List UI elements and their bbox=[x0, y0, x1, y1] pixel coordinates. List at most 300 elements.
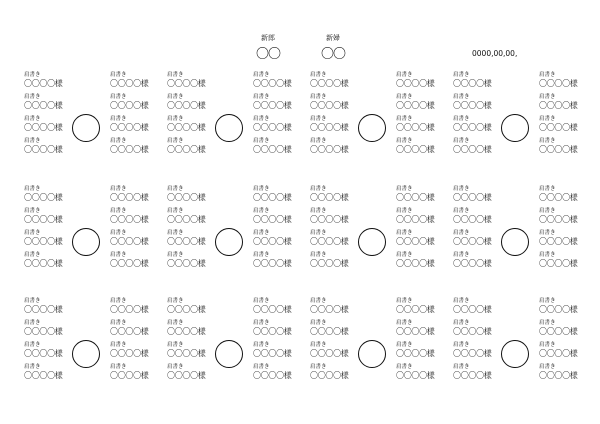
seat-left-1 bbox=[167, 72, 217, 92]
seat-right-3 bbox=[253, 342, 303, 362]
seat-title: 肩書き bbox=[110, 342, 127, 348]
seat-title: 肩書き bbox=[253, 252, 270, 258]
seat-title: 肩書き bbox=[453, 72, 470, 78]
seat-title: 肩書き bbox=[539, 208, 556, 214]
seat-title: 肩書き bbox=[110, 116, 127, 122]
seat-right-4 bbox=[110, 364, 160, 384]
seat-guest-name: 〇〇〇〇様 bbox=[310, 305, 349, 314]
seat-left-2 bbox=[24, 320, 74, 340]
seat-guest-name: 〇〇〇〇様 bbox=[110, 193, 149, 202]
seat-title: 肩書き bbox=[253, 116, 270, 122]
seat-guest-name: 〇〇〇〇様 bbox=[110, 349, 149, 358]
seat-right-2 bbox=[539, 208, 589, 228]
seat-title: 肩書き bbox=[539, 320, 556, 326]
seat-guest-name: 〇〇〇〇様 bbox=[310, 371, 349, 380]
bride-name: 〇〇 bbox=[320, 47, 345, 62]
seat-left-2 bbox=[167, 94, 217, 114]
seat-guest-name: 〇〇〇〇様 bbox=[110, 79, 149, 88]
seat-guest-name: 〇〇〇〇様 bbox=[110, 259, 149, 268]
seat-left-2 bbox=[167, 320, 217, 340]
seat-title: 肩書き bbox=[396, 364, 413, 370]
seat-title: 肩書き bbox=[110, 320, 127, 326]
seat-right-3 bbox=[539, 342, 589, 362]
seat-title: 肩書き bbox=[167, 208, 184, 214]
seat-guest-name: 〇〇〇〇様 bbox=[24, 371, 63, 380]
seat-title: 肩書き bbox=[110, 94, 127, 100]
seat-guest-name: 〇〇〇〇様 bbox=[110, 305, 149, 314]
seat-guest-name: 〇〇〇〇様 bbox=[110, 145, 149, 154]
table-1-1 bbox=[24, 72, 149, 196]
seat-title: 肩書き bbox=[253, 342, 270, 348]
seat-left-3 bbox=[24, 116, 74, 136]
seat-title: 肩書き bbox=[24, 252, 41, 258]
seat-left-3 bbox=[167, 116, 217, 136]
seat-guest-name: 〇〇〇〇様 bbox=[453, 371, 492, 380]
seat-left-4 bbox=[24, 364, 74, 384]
seat-left-2 bbox=[453, 94, 503, 114]
seat-title: 肩書き bbox=[310, 364, 327, 370]
table-1-2 bbox=[167, 72, 292, 196]
seat-right-1 bbox=[539, 298, 589, 318]
seat-left-4 bbox=[310, 138, 360, 158]
seat-left-1 bbox=[24, 72, 74, 92]
seat-guest-name: 〇〇〇〇様 bbox=[396, 145, 435, 154]
seat-guest-name: 〇〇〇〇様 bbox=[167, 101, 206, 110]
seat-title: 肩書き bbox=[453, 94, 470, 100]
seat-title: 肩書き bbox=[310, 116, 327, 122]
seat-left-1 bbox=[453, 186, 503, 206]
seat-right-3 bbox=[110, 116, 160, 136]
seat-guest-name: 〇〇〇〇様 bbox=[453, 193, 492, 202]
seat-right-4 bbox=[110, 138, 160, 158]
seat-title: 肩書き bbox=[396, 138, 413, 144]
seat-left-3 bbox=[453, 116, 503, 136]
seat-right-4 bbox=[539, 138, 589, 158]
seat-left-1 bbox=[453, 72, 503, 92]
seat-title: 肩書き bbox=[310, 186, 327, 192]
groom-name: 〇〇 bbox=[255, 47, 280, 62]
seat-guest-name: 〇〇〇〇様 bbox=[539, 145, 578, 154]
seat-title: 肩書き bbox=[396, 186, 413, 192]
seat-guest-name: 〇〇〇〇様 bbox=[310, 215, 349, 224]
seat-title: 肩書き bbox=[24, 208, 41, 214]
seat-guest-name: 〇〇〇〇様 bbox=[539, 215, 578, 224]
seat-guest-name: 〇〇〇〇様 bbox=[24, 101, 63, 110]
seat-right-3 bbox=[396, 116, 446, 136]
seat-guest-name: 〇〇〇〇様 bbox=[310, 123, 349, 132]
bride-label: 新婦 bbox=[326, 34, 340, 42]
seat-guest-name: 〇〇〇〇様 bbox=[24, 145, 63, 154]
seat-left-2 bbox=[24, 208, 74, 228]
seat-right-4 bbox=[396, 252, 446, 272]
seat-title: 肩書き bbox=[310, 320, 327, 326]
table-1-4 bbox=[453, 72, 578, 196]
seat-title: 肩書き bbox=[110, 230, 127, 236]
seat-guest-name: 〇〇〇〇様 bbox=[310, 349, 349, 358]
date-text: 0000,00,00, bbox=[472, 49, 518, 58]
seat-guest-name: 〇〇〇〇様 bbox=[453, 123, 492, 132]
seat-title: 肩書き bbox=[310, 138, 327, 144]
seat-guest-name: 〇〇〇〇様 bbox=[539, 259, 578, 268]
seat-guest-name: 〇〇〇〇様 bbox=[110, 101, 149, 110]
seat-title: 肩書き bbox=[396, 94, 413, 100]
seat-left-1 bbox=[24, 298, 74, 318]
seat-title: 肩書き bbox=[167, 252, 184, 258]
seat-right-2 bbox=[110, 320, 160, 340]
seat-guest-name: 〇〇〇〇様 bbox=[539, 237, 578, 246]
seat-title: 肩書き bbox=[253, 364, 270, 370]
seat-title: 肩書き bbox=[253, 230, 270, 236]
seat-left-1 bbox=[310, 186, 360, 206]
seat-left-4 bbox=[453, 364, 503, 384]
seat-right-1 bbox=[253, 72, 303, 92]
seat-guest-name: 〇〇〇〇様 bbox=[539, 349, 578, 358]
seat-title: 肩書き bbox=[167, 320, 184, 326]
seat-guest-name: 〇〇〇〇様 bbox=[167, 237, 206, 246]
seat-title: 肩書き bbox=[310, 298, 327, 304]
table-2-3 bbox=[310, 186, 435, 310]
seat-title: 肩書き bbox=[539, 116, 556, 122]
seat-guest-name: 〇〇〇〇様 bbox=[167, 215, 206, 224]
seat-guest-name: 〇〇〇〇様 bbox=[253, 123, 292, 132]
seat-title: 肩書き bbox=[253, 94, 270, 100]
seat-guest-name: 〇〇〇〇様 bbox=[253, 371, 292, 380]
seat-guest-name: 〇〇〇〇様 bbox=[253, 193, 292, 202]
seat-title: 肩書き bbox=[310, 230, 327, 236]
seat-title: 肩書き bbox=[453, 138, 470, 144]
seat-left-3 bbox=[453, 230, 503, 250]
table-circle bbox=[72, 340, 100, 368]
seat-title: 肩書き bbox=[110, 364, 127, 370]
seat-guest-name: 〇〇〇〇様 bbox=[310, 327, 349, 336]
seat-title: 肩書き bbox=[167, 94, 184, 100]
seat-title: 肩書き bbox=[453, 364, 470, 370]
seat-guest-name: 〇〇〇〇様 bbox=[396, 123, 435, 132]
seat-left-3 bbox=[453, 342, 503, 362]
seat-left-2 bbox=[167, 208, 217, 228]
seat-title: 肩書き bbox=[253, 72, 270, 78]
seat-right-3 bbox=[396, 230, 446, 250]
seat-right-1 bbox=[110, 186, 160, 206]
seat-title: 肩書き bbox=[539, 72, 556, 78]
seat-guest-name: 〇〇〇〇様 bbox=[110, 327, 149, 336]
seat-guest-name: 〇〇〇〇様 bbox=[539, 101, 578, 110]
seat-title: 肩書き bbox=[167, 186, 184, 192]
table-circle bbox=[215, 114, 243, 142]
seat-guest-name: 〇〇〇〇様 bbox=[24, 215, 63, 224]
seat-guest-name: 〇〇〇〇様 bbox=[539, 305, 578, 314]
seat-left-2 bbox=[453, 208, 503, 228]
seat-title: 肩書き bbox=[253, 138, 270, 144]
seat-right-2 bbox=[396, 320, 446, 340]
seat-right-1 bbox=[539, 186, 589, 206]
seat-guest-name: 〇〇〇〇様 bbox=[110, 123, 149, 132]
seat-guest-name: 〇〇〇〇様 bbox=[396, 101, 435, 110]
seat-title: 肩書き bbox=[396, 116, 413, 122]
seat-title: 肩書き bbox=[539, 230, 556, 236]
seat-guest-name: 〇〇〇〇様 bbox=[539, 193, 578, 202]
seat-title: 肩書き bbox=[24, 342, 41, 348]
seat-title: 肩書き bbox=[24, 138, 41, 144]
seat-left-1 bbox=[310, 72, 360, 92]
seat-title: 肩書き bbox=[253, 320, 270, 326]
seat-guest-name: 〇〇〇〇様 bbox=[396, 79, 435, 88]
seat-title: 肩書き bbox=[310, 94, 327, 100]
seat-guest-name: 〇〇〇〇様 bbox=[253, 259, 292, 268]
seat-right-1 bbox=[396, 72, 446, 92]
seat-left-4 bbox=[310, 364, 360, 384]
seat-guest-name: 〇〇〇〇様 bbox=[396, 327, 435, 336]
seat-title: 肩書き bbox=[453, 320, 470, 326]
seat-title: 肩書き bbox=[24, 116, 41, 122]
seat-right-4 bbox=[253, 252, 303, 272]
seat-right-2 bbox=[396, 208, 446, 228]
seat-title: 肩書き bbox=[253, 208, 270, 214]
seat-guest-name: 〇〇〇〇様 bbox=[396, 349, 435, 358]
seat-right-4 bbox=[396, 364, 446, 384]
seat-title: 肩書き bbox=[110, 252, 127, 258]
seat-left-2 bbox=[453, 320, 503, 340]
table-circle bbox=[358, 228, 386, 256]
seat-title: 肩書き bbox=[396, 298, 413, 304]
seat-title: 肩書き bbox=[110, 72, 127, 78]
seat-guest-name: 〇〇〇〇様 bbox=[253, 327, 292, 336]
seat-right-4 bbox=[253, 138, 303, 158]
seat-left-3 bbox=[310, 342, 360, 362]
seat-guest-name: 〇〇〇〇様 bbox=[396, 237, 435, 246]
seat-title: 肩書き bbox=[24, 186, 41, 192]
seat-guest-name: 〇〇〇〇様 bbox=[24, 123, 63, 132]
seat-guest-name: 〇〇〇〇様 bbox=[453, 79, 492, 88]
seat-right-1 bbox=[110, 298, 160, 318]
seat-guest-name: 〇〇〇〇様 bbox=[453, 237, 492, 246]
seat-title: 肩書き bbox=[453, 208, 470, 214]
seat-guest-name: 〇〇〇〇様 bbox=[253, 101, 292, 110]
seat-right-4 bbox=[110, 252, 160, 272]
seat-guest-name: 〇〇〇〇様 bbox=[310, 79, 349, 88]
seat-right-3 bbox=[396, 342, 446, 362]
table-circle bbox=[215, 228, 243, 256]
seat-title: 肩書き bbox=[453, 116, 470, 122]
table-circle bbox=[72, 228, 100, 256]
table-circle bbox=[501, 340, 529, 368]
table-circle bbox=[72, 114, 100, 142]
seat-left-3 bbox=[167, 230, 217, 250]
seat-guest-name: 〇〇〇〇様 bbox=[167, 327, 206, 336]
seat-guest-name: 〇〇〇〇様 bbox=[539, 79, 578, 88]
seat-right-2 bbox=[539, 320, 589, 340]
seat-guest-name: 〇〇〇〇様 bbox=[110, 237, 149, 246]
seat-title: 肩書き bbox=[396, 252, 413, 258]
seat-right-2 bbox=[539, 94, 589, 114]
seat-guest-name: 〇〇〇〇様 bbox=[396, 193, 435, 202]
seat-guest-name: 〇〇〇〇様 bbox=[167, 259, 206, 268]
seat-guest-name: 〇〇〇〇様 bbox=[167, 371, 206, 380]
seat-title: 肩書き bbox=[253, 186, 270, 192]
seat-left-4 bbox=[167, 138, 217, 158]
seat-guest-name: 〇〇〇〇様 bbox=[310, 101, 349, 110]
seat-right-3 bbox=[110, 230, 160, 250]
seat-guest-name: 〇〇〇〇様 bbox=[253, 145, 292, 154]
seat-guest-name: 〇〇〇〇様 bbox=[396, 305, 435, 314]
seat-left-2 bbox=[24, 94, 74, 114]
seat-guest-name: 〇〇〇〇様 bbox=[253, 349, 292, 358]
seat-right-3 bbox=[253, 116, 303, 136]
seat-guest-name: 〇〇〇〇様 bbox=[453, 145, 492, 154]
seat-guest-name: 〇〇〇〇様 bbox=[396, 259, 435, 268]
seat-guest-name: 〇〇〇〇様 bbox=[310, 145, 349, 154]
seat-left-4 bbox=[24, 138, 74, 158]
seat-title: 肩書き bbox=[539, 298, 556, 304]
seat-title: 肩書き bbox=[110, 138, 127, 144]
seat-left-3 bbox=[310, 230, 360, 250]
table-circle bbox=[501, 228, 529, 256]
seat-guest-name: 〇〇〇〇様 bbox=[310, 259, 349, 268]
seat-guest-name: 〇〇〇〇様 bbox=[167, 145, 206, 154]
table-1-3 bbox=[310, 72, 435, 196]
seat-left-4 bbox=[167, 364, 217, 384]
seat-right-2 bbox=[110, 94, 160, 114]
seat-title: 肩書き bbox=[110, 298, 127, 304]
seat-title: 肩書き bbox=[539, 342, 556, 348]
seat-left-1 bbox=[167, 186, 217, 206]
seat-right-2 bbox=[110, 208, 160, 228]
groom-label: 新郎 bbox=[261, 34, 275, 42]
seat-guest-name: 〇〇〇〇様 bbox=[453, 101, 492, 110]
seat-left-2 bbox=[310, 208, 360, 228]
seat-guest-name: 〇〇〇〇様 bbox=[24, 237, 63, 246]
table-3-3 bbox=[310, 298, 435, 422]
seat-right-3 bbox=[253, 230, 303, 250]
seat-left-4 bbox=[167, 252, 217, 272]
seat-title: 肩書き bbox=[167, 364, 184, 370]
seat-guest-name: 〇〇〇〇様 bbox=[539, 371, 578, 380]
seat-right-1 bbox=[253, 186, 303, 206]
seat-title: 肩書き bbox=[453, 252, 470, 258]
seat-guest-name: 〇〇〇〇様 bbox=[253, 79, 292, 88]
seat-guest-name: 〇〇〇〇様 bbox=[539, 123, 578, 132]
seat-right-2 bbox=[253, 94, 303, 114]
seat-right-1 bbox=[396, 186, 446, 206]
seat-title: 肩書き bbox=[539, 252, 556, 258]
table-3-2 bbox=[167, 298, 292, 422]
seat-right-2 bbox=[396, 94, 446, 114]
seat-title: 肩書き bbox=[310, 252, 327, 258]
seat-guest-name: 〇〇〇〇様 bbox=[539, 327, 578, 336]
table-2-4 bbox=[453, 186, 578, 310]
seat-title: 肩書き bbox=[167, 72, 184, 78]
seat-title: 肩書き bbox=[167, 116, 184, 122]
seat-guest-name: 〇〇〇〇様 bbox=[24, 193, 63, 202]
seat-title: 肩書き bbox=[453, 186, 470, 192]
seat-right-1 bbox=[253, 298, 303, 318]
seat-left-4 bbox=[310, 252, 360, 272]
seat-right-3 bbox=[110, 342, 160, 362]
seat-guest-name: 〇〇〇〇様 bbox=[453, 215, 492, 224]
seat-guest-name: 〇〇〇〇様 bbox=[110, 371, 149, 380]
seat-guest-name: 〇〇〇〇様 bbox=[167, 193, 206, 202]
table-circle bbox=[358, 114, 386, 142]
seat-guest-name: 〇〇〇〇様 bbox=[24, 305, 63, 314]
seat-left-3 bbox=[167, 342, 217, 362]
seat-title: 肩書き bbox=[396, 72, 413, 78]
seat-title: 肩書き bbox=[310, 72, 327, 78]
seat-guest-name: 〇〇〇〇様 bbox=[167, 79, 206, 88]
seat-title: 肩書き bbox=[167, 298, 184, 304]
seat-left-2 bbox=[310, 320, 360, 340]
seat-title: 肩書き bbox=[396, 208, 413, 214]
seat-title: 肩書き bbox=[539, 138, 556, 144]
seat-right-1 bbox=[539, 72, 589, 92]
seat-title: 肩書き bbox=[253, 298, 270, 304]
seat-guest-name: 〇〇〇〇様 bbox=[453, 327, 492, 336]
seat-right-3 bbox=[539, 230, 589, 250]
seat-title: 肩書き bbox=[453, 342, 470, 348]
table-3-1 bbox=[24, 298, 149, 422]
seat-guest-name: 〇〇〇〇様 bbox=[110, 215, 149, 224]
seat-guest-name: 〇〇〇〇様 bbox=[24, 259, 63, 268]
seat-guest-name: 〇〇〇〇様 bbox=[396, 215, 435, 224]
seat-title: 肩書き bbox=[396, 342, 413, 348]
seat-guest-name: 〇〇〇〇様 bbox=[396, 371, 435, 380]
seat-right-4 bbox=[396, 138, 446, 158]
table-circle bbox=[358, 340, 386, 368]
table-3-4 bbox=[453, 298, 578, 422]
seat-right-2 bbox=[253, 208, 303, 228]
seat-left-3 bbox=[24, 230, 74, 250]
seat-right-1 bbox=[396, 298, 446, 318]
seat-guest-name: 〇〇〇〇様 bbox=[253, 215, 292, 224]
seat-title: 肩書き bbox=[310, 342, 327, 348]
seat-guest-name: 〇〇〇〇様 bbox=[167, 305, 206, 314]
seat-left-1 bbox=[167, 298, 217, 318]
table-2-1 bbox=[24, 186, 149, 310]
seat-left-1 bbox=[453, 298, 503, 318]
seat-guest-name: 〇〇〇〇様 bbox=[453, 305, 492, 314]
seat-title: 肩書き bbox=[110, 208, 127, 214]
seat-title: 肩書き bbox=[396, 320, 413, 326]
seat-title: 肩書き bbox=[539, 94, 556, 100]
seat-right-3 bbox=[539, 116, 589, 136]
seat-guest-name: 〇〇〇〇様 bbox=[24, 349, 63, 358]
seat-left-4 bbox=[453, 252, 503, 272]
seat-title: 肩書き bbox=[539, 186, 556, 192]
seat-title: 肩書き bbox=[24, 298, 41, 304]
table-circle bbox=[215, 340, 243, 368]
seat-left-3 bbox=[310, 116, 360, 136]
seat-title: 肩書き bbox=[539, 364, 556, 370]
seat-guest-name: 〇〇〇〇様 bbox=[253, 305, 292, 314]
seat-right-1 bbox=[110, 72, 160, 92]
seat-title: 肩書き bbox=[167, 342, 184, 348]
seat-left-1 bbox=[24, 186, 74, 206]
seat-left-3 bbox=[24, 342, 74, 362]
seat-title: 肩書き bbox=[24, 364, 41, 370]
seat-guest-name: 〇〇〇〇様 bbox=[24, 327, 63, 336]
seat-title: 肩書き bbox=[24, 230, 41, 236]
table-2-2 bbox=[167, 186, 292, 310]
seat-title: 肩書き bbox=[24, 72, 41, 78]
seat-left-2 bbox=[310, 94, 360, 114]
seat-guest-name: 〇〇〇〇様 bbox=[310, 193, 349, 202]
seat-right-4 bbox=[539, 364, 589, 384]
seat-guest-name: 〇〇〇〇様 bbox=[310, 237, 349, 246]
seat-left-4 bbox=[453, 138, 503, 158]
seat-guest-name: 〇〇〇〇様 bbox=[24, 79, 63, 88]
seat-title: 肩書き bbox=[24, 320, 41, 326]
seat-title: 肩書き bbox=[310, 208, 327, 214]
seat-guest-name: 〇〇〇〇様 bbox=[167, 349, 206, 358]
